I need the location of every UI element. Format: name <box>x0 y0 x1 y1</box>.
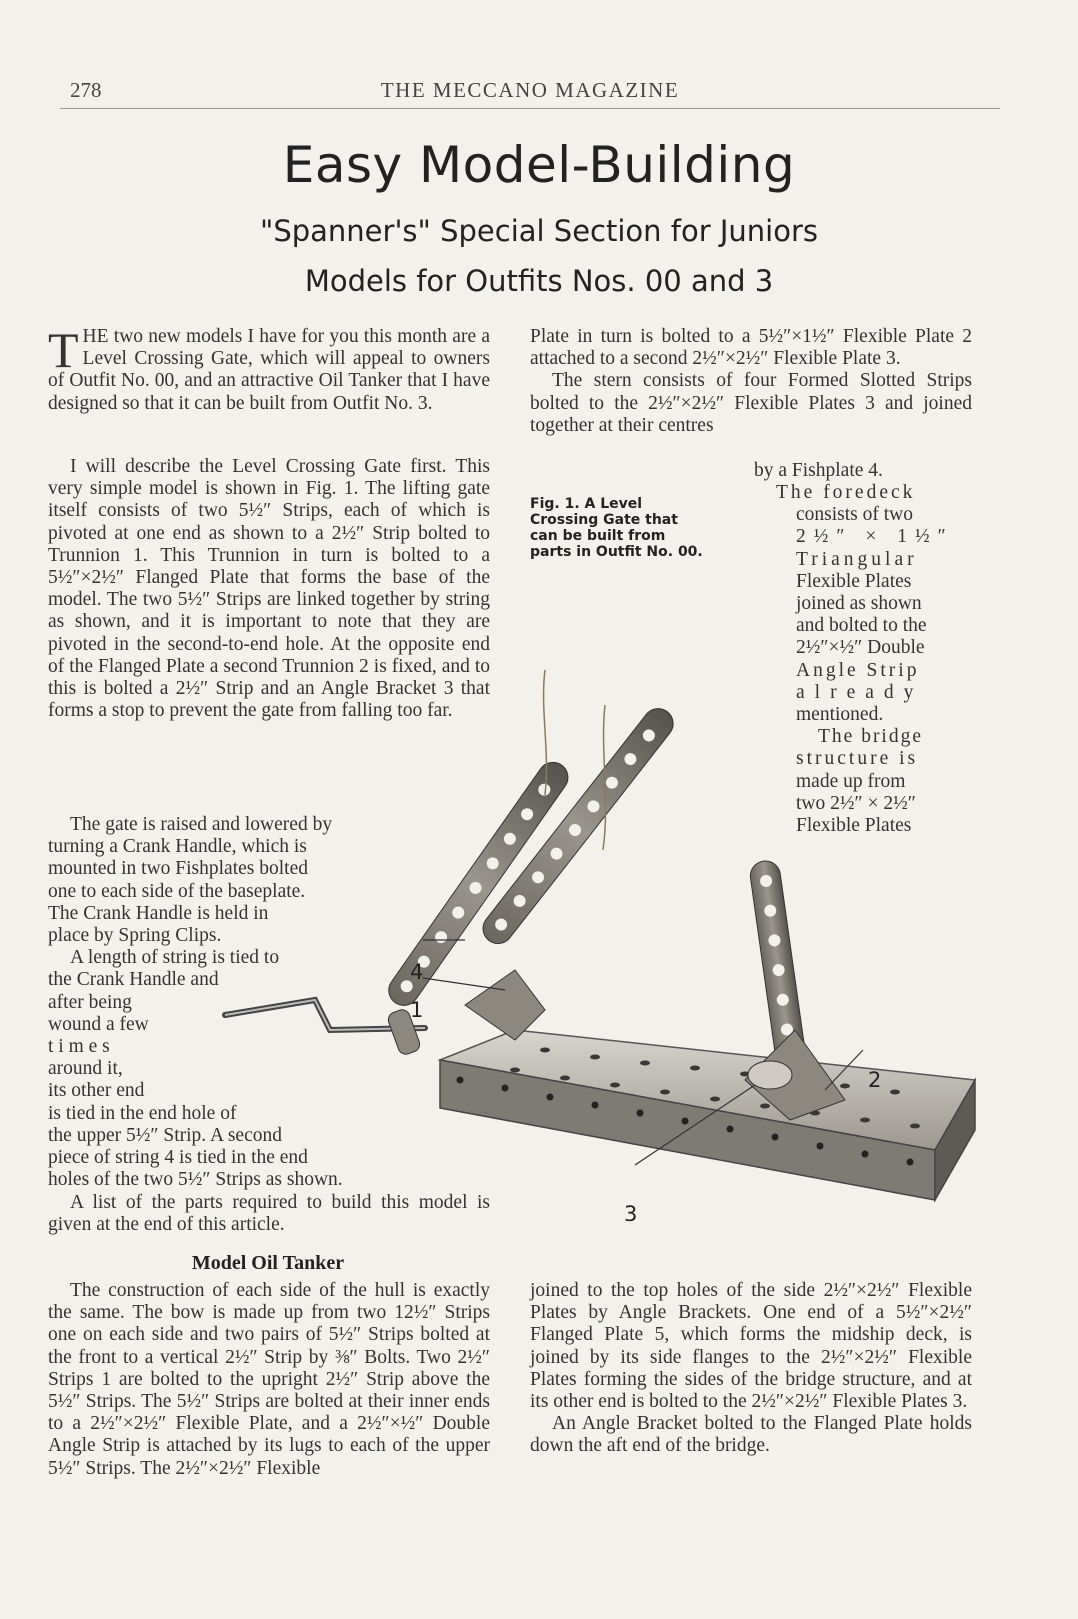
right-paragraph-1: Plate in turn is bolted to a 5½″×1½″ Flexible Plate 2 attached to a second 2½″×2½″ Flexible Plate 3. <box>530 326 972 370</box>
magazine-name: THE MECCANO MAGAZINE <box>380 78 680 102</box>
narrow-line: 2½″×½″ Double <box>796 637 925 659</box>
narrow-line: joined as shown <box>796 593 922 615</box>
callout-2: 2 <box>868 1068 882 1092</box>
intro-text: HE two new models I have for you this month are a Level Crossing Gate, which will appeal to owners of Outfit No. 00, and an attractive Oil Tanker that I have designed so that it can be built from Outfit No. 3. <box>48 326 490 414</box>
callout-4: 4 <box>410 960 424 984</box>
narrow-line: Flexible Plates <box>796 570 912 592</box>
wrap-line: one to each side of the baseplate. <box>48 880 306 902</box>
figure-caption: Fig. 1. A Level Crossing Gate that can be built from parts in Outfit No. 00. <box>530 496 703 560</box>
wrap-line: after being <box>48 991 132 1013</box>
narrow-line: already <box>796 681 924 703</box>
wrap-line: A length of string is tied to <box>70 947 280 969</box>
right-p2-tail <box>754 460 972 482</box>
right-paragraph-2-tail: by a Fishplate 4. <box>754 460 883 481</box>
callout-1: 1 <box>410 998 424 1022</box>
right-column-bottom <box>530 1280 972 1458</box>
wrap-line: The gate is raised and lowered by <box>70 814 333 835</box>
gate-paragraph: I will describe the Level Crossing Gate first. This very simple model is shown in Fig. 1. The lifting gate itself consists of two 5½″ Strips, each of which is pivoted at one end as shown to a 2½″ Strip bolted to Trunnion 1. This Trunnion in turn is bolted to a 5½″×2½″ Flanged Plate that forms the base of the model. The two 5½″ Strips are linked together by string as shown, and it is important to note that they are pivoted in the second-to-end hole. At the opposite end of the Flanged Plate a second Trunnion 2 is fixed, and to this is bolted a 2½″ Strip and an Angle Bracket 3 that forms a stop to prevent the gate from falling too far. <box>48 456 490 722</box>
wrap-line: around it, <box>48 1058 123 1080</box>
wrap-line: wound a few <box>48 1013 149 1035</box>
running-head <box>60 74 1000 104</box>
wrap-line: piece of string 4 is tied in the end <box>48 1147 308 1169</box>
wrap-line: The Crank Handle is held in <box>48 902 269 924</box>
left-column-intro <box>48 322 490 415</box>
right-paragraph-3: joined to the top holes of the side 2½″×2½″ Flexible Plates by Angle Brackets. One end of a 5½″×2½″ Flanged Plate 5, which forms the midship deck, is joined by its side flanges to the 2½″×2½″ Flexible Plates forming the sides of the bridge structure, and at its other end is bolted to the 2½″×2½″ Flexible Plates 3. <box>530 1280 972 1413</box>
wrap-line: the upper 5½″ Strip. A second <box>48 1124 282 1146</box>
wrap-line: t i m e s <box>48 1036 110 1058</box>
narrow-line: consists of two <box>796 504 913 526</box>
narrow-line: The foredeck <box>776 482 916 503</box>
article-title: Easy Model-Building <box>282 136 796 194</box>
parts-note: A list of the parts required to build this model is given at the end of this article. <box>48 1192 490 1236</box>
narrow-line: Flexible Plates <box>796 815 912 837</box>
wrap-line: the Crank Handle and <box>48 969 219 991</box>
header-rule <box>60 108 1000 109</box>
right-column-top <box>530 326 972 437</box>
wrap-line: holes of the two 5½″ Strips as shown. <box>48 1169 343 1191</box>
narrow-line: and bolted to the <box>796 615 927 637</box>
drop-cap: T <box>48 322 79 378</box>
trunnion-1 <box>465 970 545 1040</box>
wrap-line: place by Spring Clips. <box>48 925 222 947</box>
right-paragraph-2: The stern consists of four Formed Slotted Strips bolted to the 2½″×2½″ Flexible Plates 3 and joined together at their centres <box>530 370 972 436</box>
wrap-line: mounted in two Fishplates bolted <box>48 858 308 880</box>
narrow-line: two 2½″ × 2½″ <box>796 792 916 814</box>
left-column-tanker <box>48 1280 490 1480</box>
wrap-line: its other end <box>48 1080 145 1102</box>
article-subtitle-outfits: Models for Outfits Nos. 00 and 3 <box>304 264 774 298</box>
level-crossing-gate-illustration <box>215 560 1015 1240</box>
section-heading: Model Oil Tanker <box>191 1252 345 1274</box>
wrap-line: turning a Crank Handle, which is <box>48 836 307 858</box>
narrow-line: made up from <box>796 770 906 792</box>
page-number: 278 <box>70 78 102 102</box>
narrow-line: Triangular <box>796 548 918 570</box>
right-paragraph-4: An Angle Bracket bolted to the Flanged Plate holds down the aft end of the bridge. <box>530 1413 972 1457</box>
narrow-line: Angle Strip <box>796 659 920 681</box>
narrow-line: structure is <box>796 748 919 770</box>
wrap-line: is tied in the end hole of <box>48 1102 237 1124</box>
narrow-line: The bridge <box>818 726 924 748</box>
narrow-line: mentioned. <box>796 704 884 726</box>
tanker-paragraph: The construction of each side of the hull is exactly the same. The bow is made up from two 12½″ Strips one on each side and two pairs of 5½″ Strips bolted at the front to a vertical 2½″ Strip by ⅜″ Bolts. Two 2½″ Strips 1 are bolted to the upright 2½″ Strip above the 5½″ Strips. The 5½″ Strips are bolted at their inner ends to a 2½″×2½″ Flexible Plate, and a 2½″×½″ Double Angle Strip is attached by its lugs to each of the upper 5½″ Strips. The 2½″×2½″ Flexible <box>48 1280 490 1479</box>
intro-paragraph <box>48 322 490 415</box>
narrow-line: 2½″ × 1½″ <box>796 526 954 548</box>
article-subtitle: "Spanner's" Special Section for Juniors <box>260 214 818 248</box>
callout-3: 3 <box>624 1202 638 1226</box>
